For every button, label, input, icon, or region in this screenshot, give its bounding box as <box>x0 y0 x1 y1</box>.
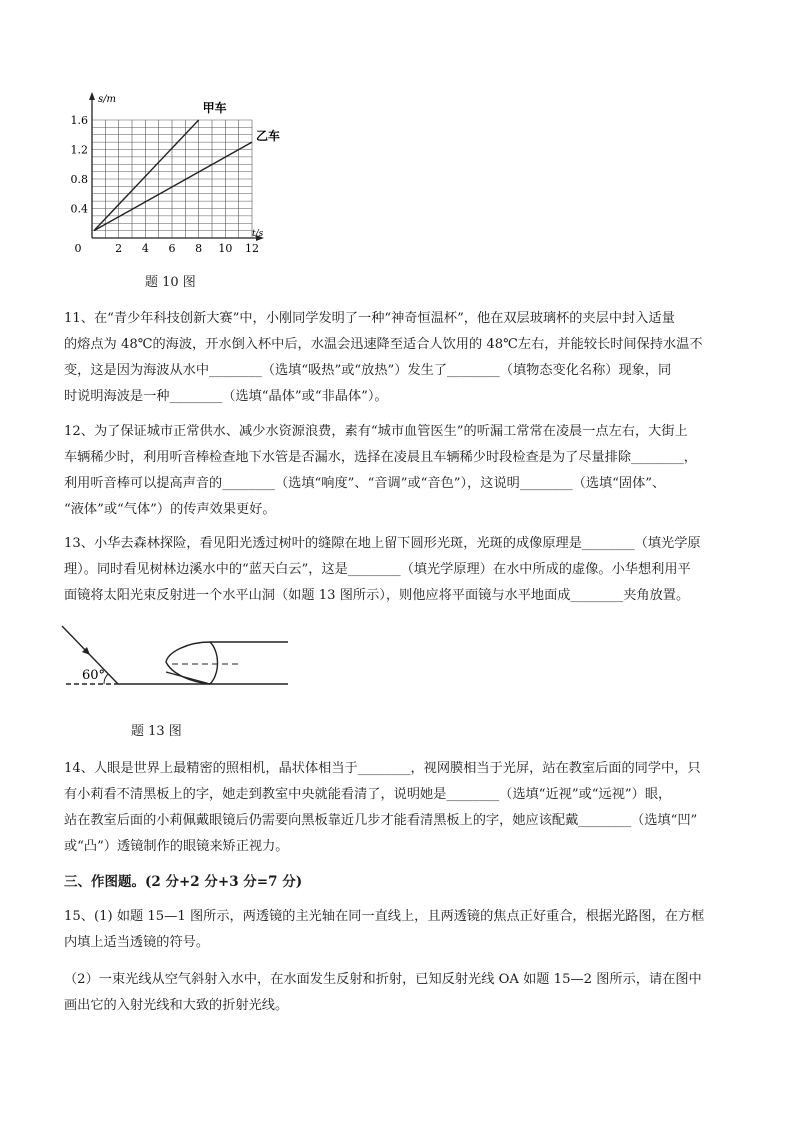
question-11-line: 的熔点为 48℃的海波，开水倒入杯中后，水温会迅速降至适合人饮用的 48℃左右，并能较长时间保持水温不 <box>64 337 703 352</box>
y-tick-label: 0.4 <box>70 202 88 216</box>
y-axis-arrow <box>89 92 95 100</box>
series-label-jia: 甲车 <box>202 101 227 115</box>
question-14-line: 有小莉看不清黑板上的字，她走到教室中央就能看清了，说明她是________（选填“近视”或“远视”）眼， <box>64 787 672 802</box>
y-tick-label: 1.6 <box>70 114 88 127</box>
x-tick-label: 2 <box>115 242 123 255</box>
angle-label: 60° <box>82 668 106 683</box>
x-tick-label: 10 <box>218 242 233 255</box>
question-13-line: 面镜将太阳光束反射进一个水平山洞（如题 13 图所示），则他应将平面镜与水平地面成________夹角放置。 <box>64 588 690 603</box>
figure-13-diagram <box>60 618 300 708</box>
question-12-line: 车辆稀少时，利用听音棒检查地下水管是否漏水，选择在凌晨且车辆稀少时段检查是为了尽量排除________， <box>64 450 697 465</box>
x-tick-label: 4 <box>141 242 149 255</box>
question-11-line: 时说明海波是一种________（选填“晶体”或“非晶体”）。 <box>64 389 388 404</box>
question-15-part-2 <box>64 967 736 1019</box>
question-14 <box>64 756 736 860</box>
x-tick-label: 0 <box>74 242 82 255</box>
question-14-line: 站在教室后面的小莉佩戴眼镜后仍需要向黑板靠近几步才能看清黑板上的字，她应该配戴________（选填“凹” <box>64 813 698 828</box>
mirror-position <box>166 672 210 684</box>
y-tick-labels <box>71 114 89 216</box>
section-3-title: 三、作图题。(2 分+2 分+3 分=7 分) <box>64 874 303 890</box>
question-15-part-1 <box>64 904 736 956</box>
question-15-line: 15、(1) 如题 15—1 图所示，两透镜的主光轴在同一直线上，且两透镜的焦点正好重合，根据光路图，在方框 <box>64 909 705 924</box>
question-14-line: 或“凸”）透镜制作的眼镜来矫正视力。 <box>64 839 289 854</box>
x-tick-label: 6 <box>168 242 176 255</box>
series-line-jia <box>94 120 199 231</box>
question-12-line: 利用听音棒可以提高声音的________（选填“响度”、“音调”或“音色”），这说明________（选填“固体”、 <box>64 476 666 491</box>
y-tick-label: 0.8 <box>70 173 88 186</box>
question-15-line: 内填上适当透镜的符号。 <box>64 935 210 950</box>
question-15-line: 画出它的入射光线和大致的折射光线。 <box>64 998 289 1013</box>
question-12 <box>64 419 736 523</box>
x-axis-label: t/s <box>252 229 264 239</box>
series-label-yi: 乙车 <box>256 129 281 144</box>
figure-13-caption: 题 13 图 <box>131 724 182 739</box>
question-13-line: 13、小华去森林探险，看见阳光透过树叶的缝隙在地上留下圆形光斑，光斑的成像原理是________（填光学原 <box>64 536 701 551</box>
y-tick-label: 1.2 <box>70 143 88 157</box>
question-11-line: 11、在“青少年科技创新大赛”中，小刚同学发明了一种“神奇恒温杯”，他在双层玻璃杯的夹层中封入适量 <box>64 311 675 326</box>
question-12-line: 12、为了保证城市正常供水、减少水资源浪费，素有“城市血管医生”的听漏工常常在凌晨一点左右，大街上 <box>64 424 688 439</box>
question-12-line: “液体”或“气体”）的传声效果更好。 <box>64 502 276 517</box>
figure-10-caption: 题 10 图 <box>145 275 196 290</box>
question-11-line: 变，这是因为海波从水中________（选填“吸热”或“放热”）发生了________（填物态变化名称）现象，同 <box>64 363 672 378</box>
question-13-line: 理）。同时看见树林边溪水中的“蓝天白云”，这是________（填光学原理）在水中所成的虚像。小华想利用平 <box>64 562 691 577</box>
cave-tunnel <box>166 642 288 684</box>
x-tick-label: 12 <box>245 242 259 255</box>
y-axis-label: s/m <box>98 94 116 105</box>
question-11 <box>64 306 736 410</box>
x-tick-label: 8 <box>195 242 203 255</box>
question-15-line: （2）一束光线从空气斜射入水中，在水面发生反射和折射，已知反射光线 OA 如题 15—2 图所示，请在图中 <box>64 972 702 987</box>
question-13 <box>64 531 736 609</box>
x-tick-labels <box>75 242 260 255</box>
chart-grid <box>92 120 252 238</box>
question-14-line: 14、人眼是世界上最精密的照相机，晶状体相当于________，视网膜相当于光屏，站在教室后面的同学中，只 <box>64 761 701 776</box>
figure-10-chart <box>60 88 281 255</box>
